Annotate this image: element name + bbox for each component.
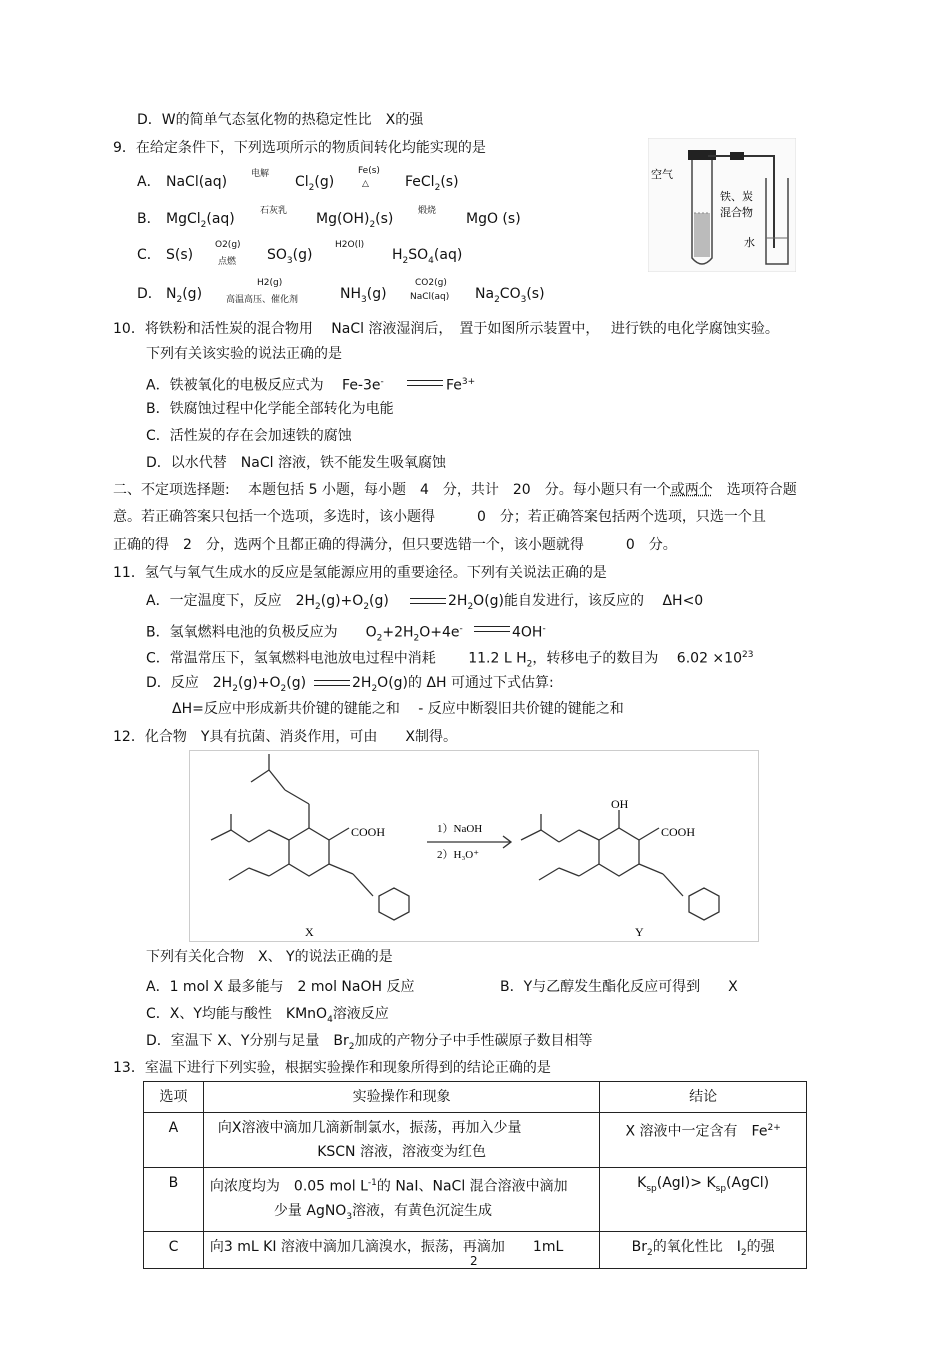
reagent-1: 1）NaOH (437, 823, 483, 835)
q11-option-c: C．常温常压下，氢氧燃料电池放电过程中消耗 11.2 L $H_2$，转移电子的数目为 $6.02 \times 10^{23}$ (146, 650, 754, 670)
q10-stem-2: 下列有关该实验的说法正确的是 (146, 346, 342, 362)
equilibrium-sign (407, 380, 443, 386)
q12-question: 下列有关化合物 X、 Y的说法正确的是 (146, 949, 393, 965)
compound-x-label: X (305, 925, 314, 939)
q11-option-d: D．反应 $2H_2(g)+O_2(g)$ (146, 675, 307, 694)
q12-option-a: A．1 mol X 最多能与 2 mol NaOH 反应 (146, 979, 415, 995)
table-row: B 向浓度均为 0.05 mol $L^{-1}$的 NaI、NaCl 混合溶液中滴加 少量 AgNO$_3$溶液，有黄色沉淀生成 $K_{sp}(AgI)>$ $K_{sp}(AgCl)$ (144, 1168, 807, 1232)
q11-option-d-formula: ΔH=反应中形成新共价键的键能之和 - 反应中断裂旧共价键的键能之和 (172, 701, 624, 717)
water-label: 水 (744, 236, 755, 249)
q11-option-b: B．氢氧燃料电池的负极反应为 $O_2+2H_2O+4e^-$ (146, 624, 463, 644)
page-number: 2 (470, 1254, 478, 1268)
table-row: C 向3 mL KI 溶液中滴加几滴溴水，振荡，再滴加 1mL $Br_2$的氧化性比 $I_2$的强 (144, 1232, 807, 1269)
reaction-scheme-figure (189, 750, 759, 942)
cooh-y: COOH (661, 825, 696, 839)
section2-line-1: 二、不定项选择题: 本题包括 5 小题，每小题 4 分，共计 20 分。每小题只有一个或两个 选项符合题 (113, 482, 797, 498)
reagent-2: 2）H₃O⁺ (437, 849, 480, 861)
section2-line-3: 正确的得 2 分，选两个且都正确的得满分，但只要选错一个，该小题就得 0 分。 (113, 537, 677, 553)
compound-y-label: Y (635, 925, 644, 939)
air-label: 空气 (651, 168, 673, 181)
q13-stem: 13．室温下进行下列实验，根据实验操作和现象所得到的结论正确的是 (113, 1060, 551, 1076)
table-row: A 向X溶液中滴加几滴新制氯水，振荡，再加入少量 KSCN 溶液，溶液变为红色 X 溶液中一定含有 $Fe^{2+}$ (144, 1113, 807, 1168)
corrosion-apparatus-figure (648, 138, 796, 272)
q8-option-d: D．W的简单气态氢化物的热稳定性比 X的强 (137, 112, 424, 128)
cooh-x: COOH (351, 825, 386, 839)
mixture-label-2: 混合物 (720, 206, 753, 219)
q10-option-d: D．以水代替 NaCl 溶液，铁不能发生吸氧腐蚀 (146, 455, 446, 471)
table-header-row: 选项 实验操作和现象 结论 (144, 1082, 807, 1113)
q13-table (143, 1081, 807, 1269)
mixture-label-1: 铁、炭 (720, 190, 753, 203)
q12-option-b: B．Y与乙醇发生酯化反应可得到 X (500, 979, 738, 995)
q12-option-d: D．室温下 X、Y分别与足量 $Br_2$加成的产物分子中手性碳原子数目相等 (146, 1033, 593, 1052)
q11-stem: 11．氢气与氧气生成水的反应是氢能源应用的重要途径。下列有关说法正确的是 (113, 565, 607, 581)
q12-stem: 12．化合物 Y具有抗菌、消炎作用，可由 X制得。 (113, 729, 457, 745)
oh-label: OH (611, 797, 629, 811)
q10-option-a: A．铁被氧化的电极反应式为 Fe-3e- (146, 377, 384, 394)
section2-line-2: 意。若正确答案只包括一个选项，多选时，该小题得 0 分；若正确答案包括两个选项，只选一个且 (113, 509, 766, 525)
q10-stem-1: 10．将铁粉和活性炭的混合物用 NaCl 溶液湿润后， 置于如图所示装置中， 进行铁的电化学腐蚀实验。 (113, 321, 779, 337)
q10-option-b: B．铁腐蚀过程中化学能全部转化为电能 (146, 401, 394, 417)
q12-option-c: C．X、Y均能与酸性 KMnO$_4$溶液反应 (146, 1006, 389, 1025)
q9-stem: 9．在给定条件下，下列选项所示的物质间转化均能实现的是 (113, 140, 486, 156)
q10-option-c: C．活性炭的存在会加速铁的腐蚀 (146, 428, 352, 444)
q11-option-a: A．一定温度下，反应 $2H_2(g)+O_2(g)$ (146, 593, 389, 612)
